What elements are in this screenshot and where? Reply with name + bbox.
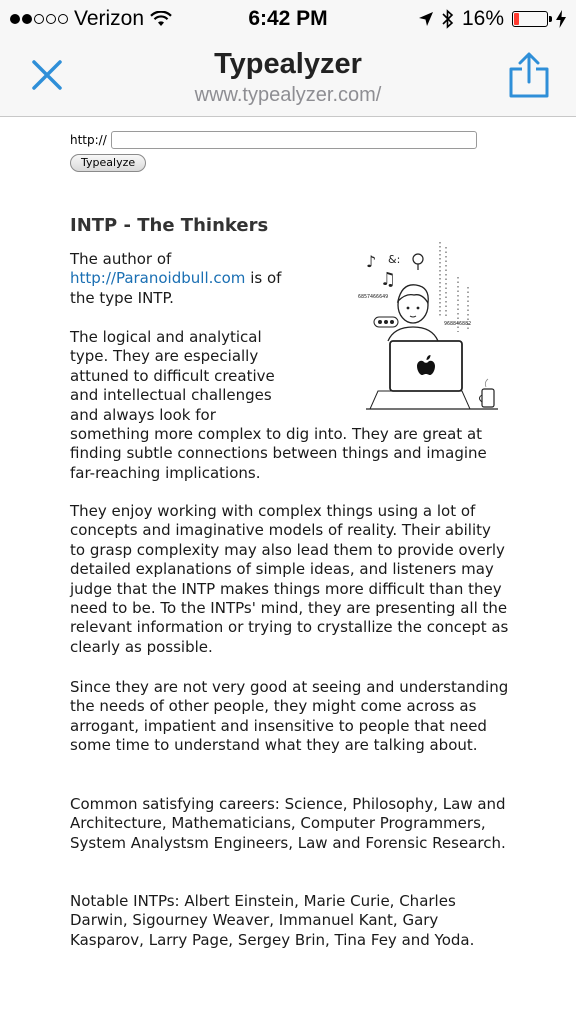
battery-percent: 16% bbox=[461, 7, 504, 30]
author-link[interactable]: http://Paranoidbull.com bbox=[70, 269, 246, 288]
status-bar bbox=[0, 0, 576, 38]
share-icon[interactable] bbox=[508, 52, 550, 98]
battery-level-fill bbox=[514, 13, 519, 25]
author-type-text: is of the type INTP. bbox=[70, 269, 282, 307]
author-paragraph bbox=[70, 250, 285, 308]
url-form bbox=[70, 131, 477, 149]
url-input[interactable] bbox=[111, 131, 477, 149]
notable-intps-paragraph: Notable INTPs: Albert Einstein, Marie Curie, Charles Darwin, Sigourney Weaver, Immanuel Kant, Gary Kasparov, Larry Page, Sergey Brin, Tina Fey and Yoda. bbox=[70, 892, 475, 949]
svg-text:&:: &: bbox=[388, 253, 401, 266]
charging-bolt-icon bbox=[556, 10, 566, 28]
battery-icon bbox=[512, 11, 548, 27]
page-title: Typealyzer bbox=[214, 48, 362, 80]
status-time: 6:42 PM bbox=[248, 7, 328, 30]
description-text-1: The logical and analytical type. They are especially attuned to difficult creative and intellectual challenges and always look for something more complex to dig into. They are great at finding subtle connections between things and imagine far-reaching implications. bbox=[70, 328, 487, 482]
svg-text:6857466649: 6857466649 bbox=[358, 294, 389, 300]
description-paragraph-2: They enjoy working with complex things using a lot of concepts and imaginative models of reality. Their ability to grasp complexity may also lead them to provide overly detailed explanations of simple ideas, and listeners may judge that the INTP makes things more difficult than they need to be. To the INTPs' mind, they are presenting all the relevant information or trying to crystallize the concept as clearly as possible. bbox=[70, 502, 509, 656]
careers-paragraph: Common satisfying careers: Science, Philosophy, Law and Architecture, Mathematicians, Computer Programmers, System Analystsm Engineers, Law and Forensic Research. bbox=[70, 795, 506, 852]
author-text: The author of bbox=[70, 250, 172, 268]
svg-text:♫: ♫ bbox=[380, 269, 397, 290]
bluetooth-icon bbox=[442, 9, 454, 29]
page-url[interactable]: www.typealyzer.com/ bbox=[194, 84, 382, 106]
browser-nav-bar bbox=[0, 38, 576, 117]
carrier-name: Verizon bbox=[74, 7, 145, 30]
svg-text:♪: ♪ bbox=[366, 252, 377, 271]
svg-text:968846882: 968846882 bbox=[444, 321, 472, 327]
description-paragraph-3: Since they are not very good at seeing and understanding the needs of other people, they might come across as arrogant, impatient and insensitive to people that need some time to understand what they are talking about. bbox=[70, 678, 509, 755]
description-paragraph-1 bbox=[70, 328, 510, 483]
typealyze-button[interactable]: Typealyze bbox=[70, 154, 146, 172]
type-heading: INTP - The Thinkers bbox=[70, 215, 269, 236]
url-label: http:// bbox=[70, 133, 107, 147]
status-right bbox=[418, 7, 566, 31]
location-arrow-icon bbox=[418, 11, 434, 27]
